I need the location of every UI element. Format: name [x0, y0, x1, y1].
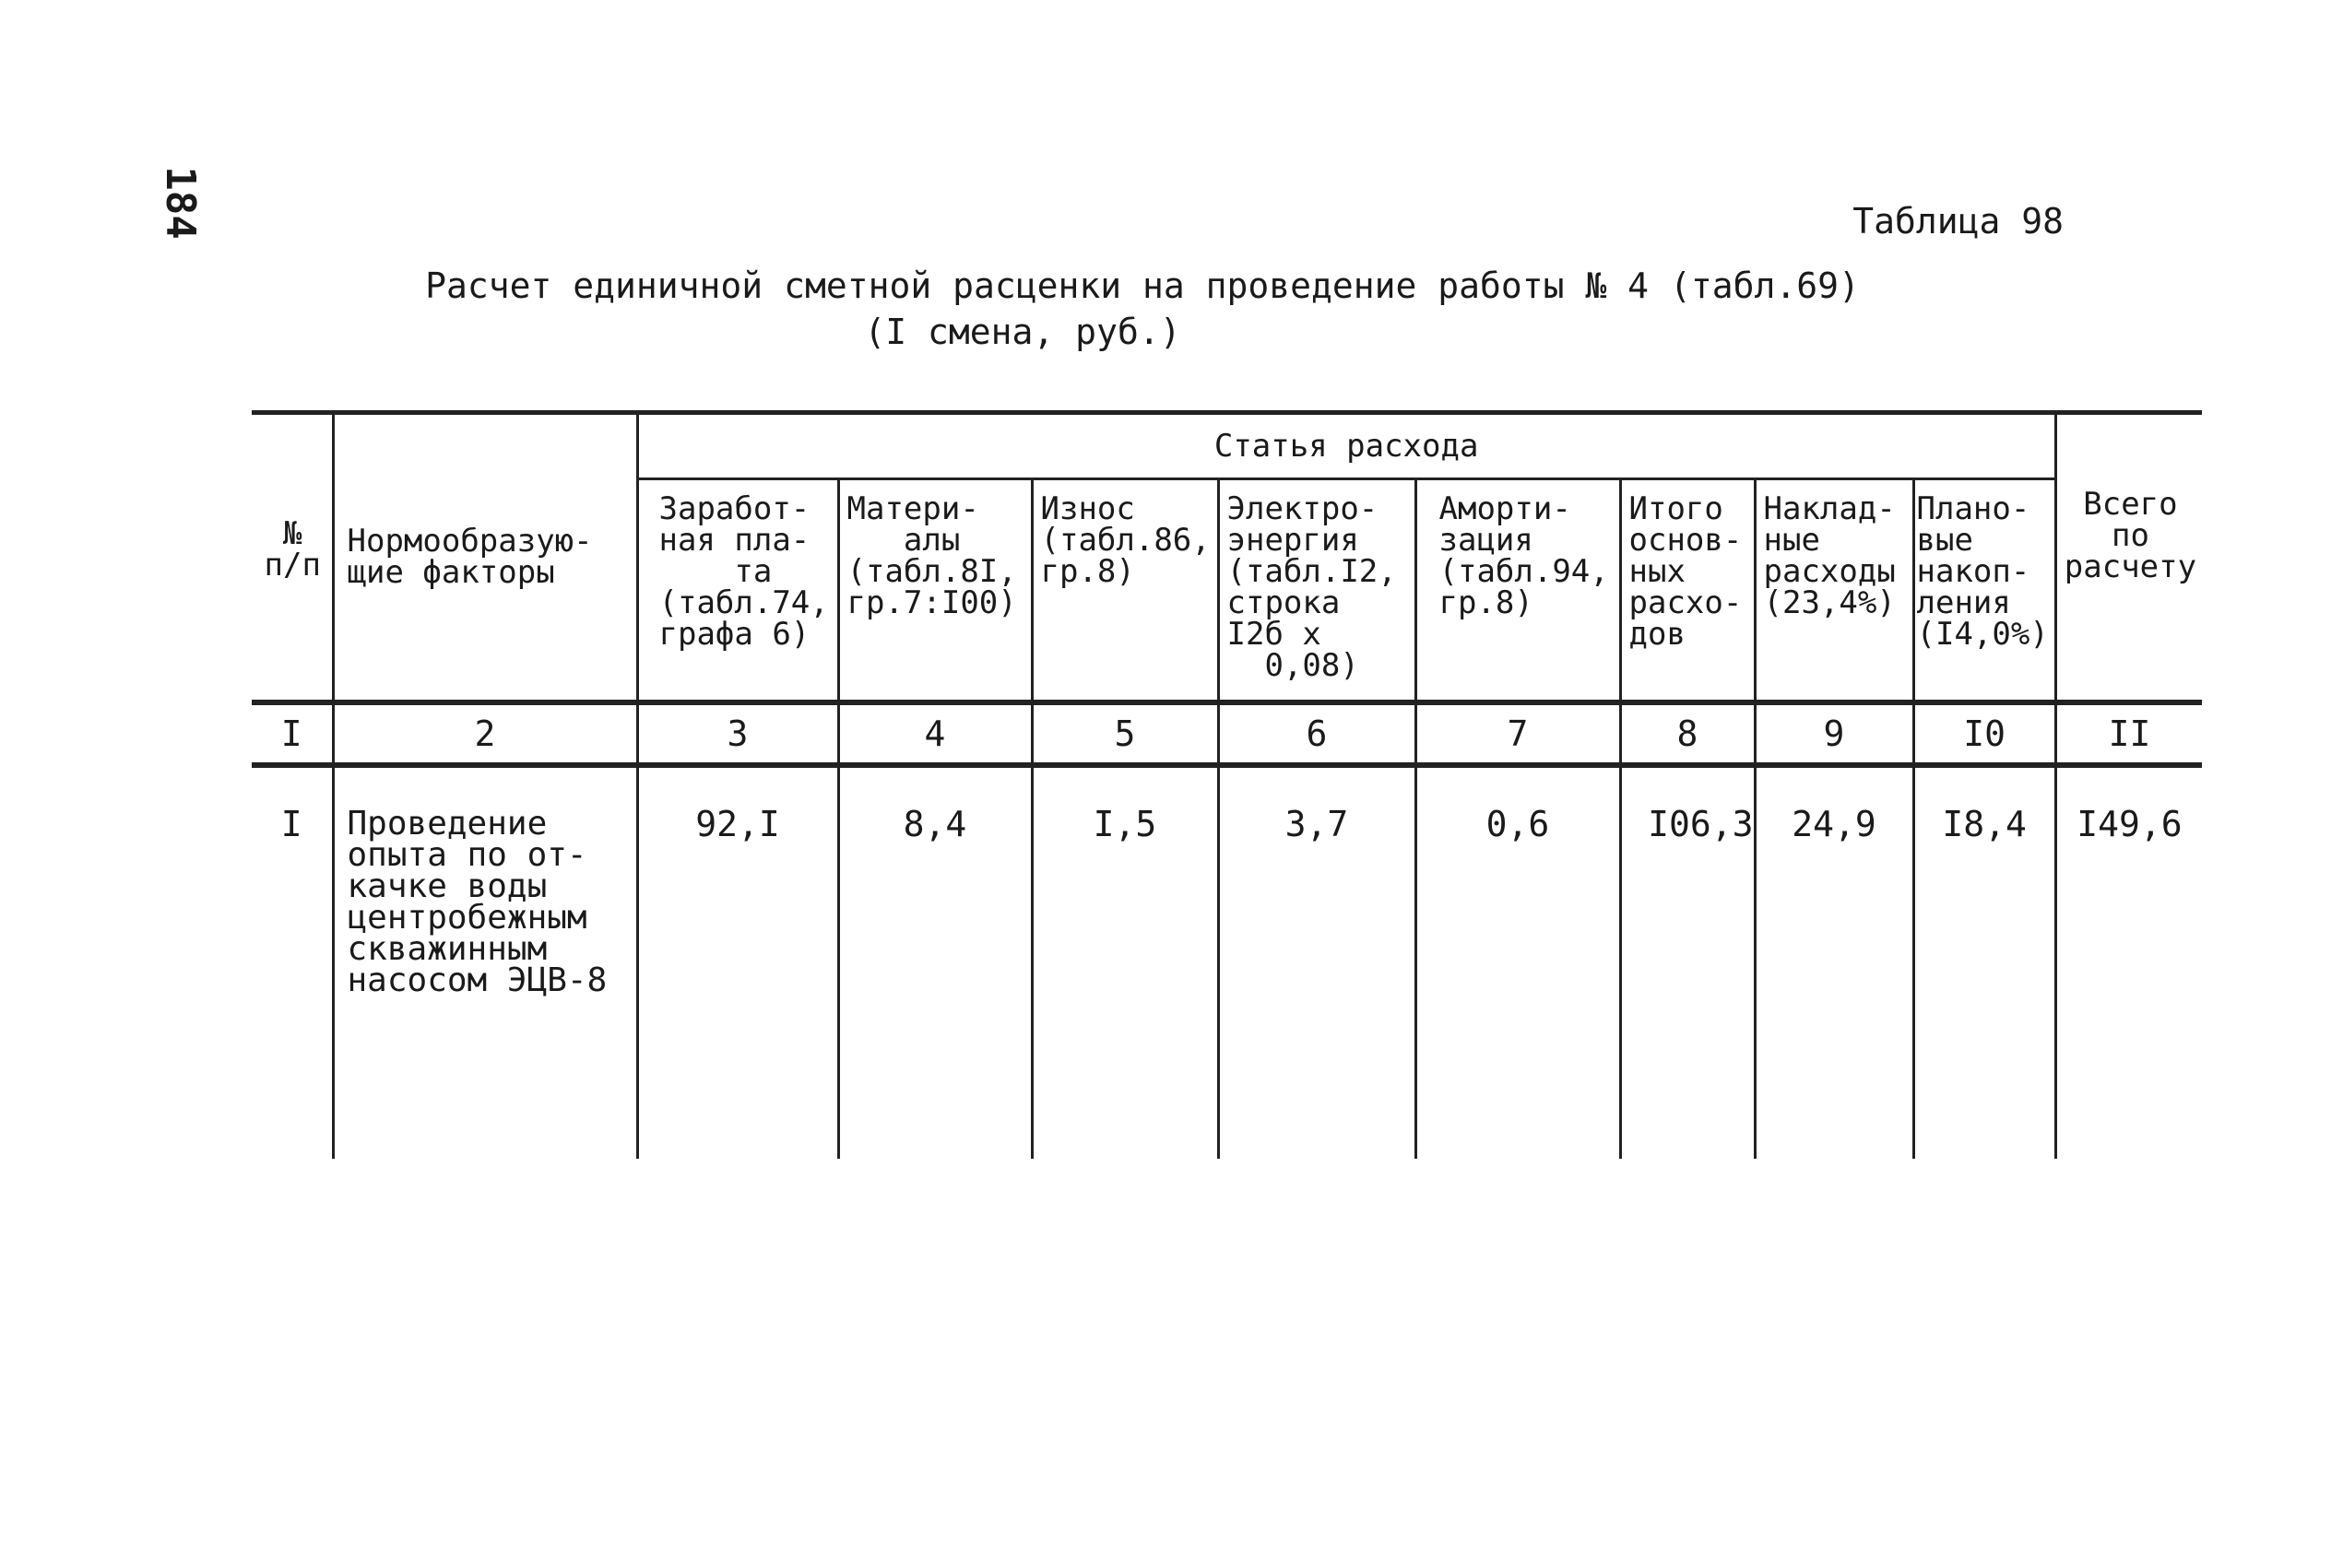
value-total-basic: I06,3 — [1620, 765, 1755, 1159]
table-label: Таблица 98 — [1852, 201, 2064, 242]
header-expense-group: Статья расхода — [637, 413, 2055, 479]
header-electricity: Электро- энергия (табл.I2, строка I2б х 0,08) — [1218, 479, 1415, 703]
column-number: I — [252, 702, 333, 765]
column-number: 8 — [1620, 702, 1755, 765]
document-title — [0, 263, 2331, 355]
header-factors: Нормообразую- щие факторы — [333, 413, 637, 703]
column-number: 3 — [637, 702, 838, 765]
column-number: 4 — [838, 702, 1032, 765]
value-total: I49,6 — [2055, 765, 2202, 1159]
header-depreciation: Аморти- зация (табл.94, гр.8) — [1415, 479, 1620, 703]
value-electricity: 3,7 — [1218, 765, 1415, 1159]
header-overhead: Наклад- ные расходы (23,4%) — [1755, 479, 1913, 703]
value-overhead: 24,9 — [1755, 765, 1913, 1159]
header-salary: Заработ- ная пла- та (табл.74, графа 6) — [637, 479, 838, 703]
cost-table — [252, 410, 2202, 1159]
title-line-1: Расчет единичной сметной расценки на проведение работы № 4 (табл.69) — [425, 265, 1860, 306]
column-number: 9 — [1755, 702, 1913, 765]
row-no: I — [252, 765, 333, 1159]
value-planned-savings: I8,4 — [1913, 765, 2055, 1159]
column-number: 2 — [333, 702, 637, 765]
header-total-basic: Итого основ- ных расхо- дов — [1620, 479, 1755, 703]
value-depreciation: 0,6 — [1415, 765, 1620, 1159]
page-number: 184 — [157, 166, 204, 240]
header-planned-savings: Плано- вые накоп- ления (I4,0%) — [1913, 479, 2055, 703]
value-salary: 92,I — [637, 765, 838, 1159]
value-materials: 8,4 — [838, 765, 1032, 1159]
column-number: 6 — [1218, 702, 1415, 765]
column-number: I0 — [1913, 702, 2055, 765]
column-number: II — [2055, 702, 2202, 765]
header-materials: Матери- алы (табл.8I, гр.7:I00) — [838, 479, 1032, 703]
column-number: 7 — [1415, 702, 1620, 765]
table-row — [252, 765, 2202, 1159]
row-factor: Проведение опыта по от- качке воды центробежным скважинным насосом ЭЦВ-8 — [333, 765, 637, 1159]
header-total: Всего по расчету — [2055, 413, 2202, 703]
title-line-2: (I смена, руб.) — [864, 312, 1181, 352]
value-wear: I,5 — [1032, 765, 1218, 1159]
header-no: № п/п — [252, 413, 333, 703]
header-wear: Износ (табл.86, гр.8) — [1032, 479, 1218, 703]
column-number: 5 — [1032, 702, 1218, 765]
